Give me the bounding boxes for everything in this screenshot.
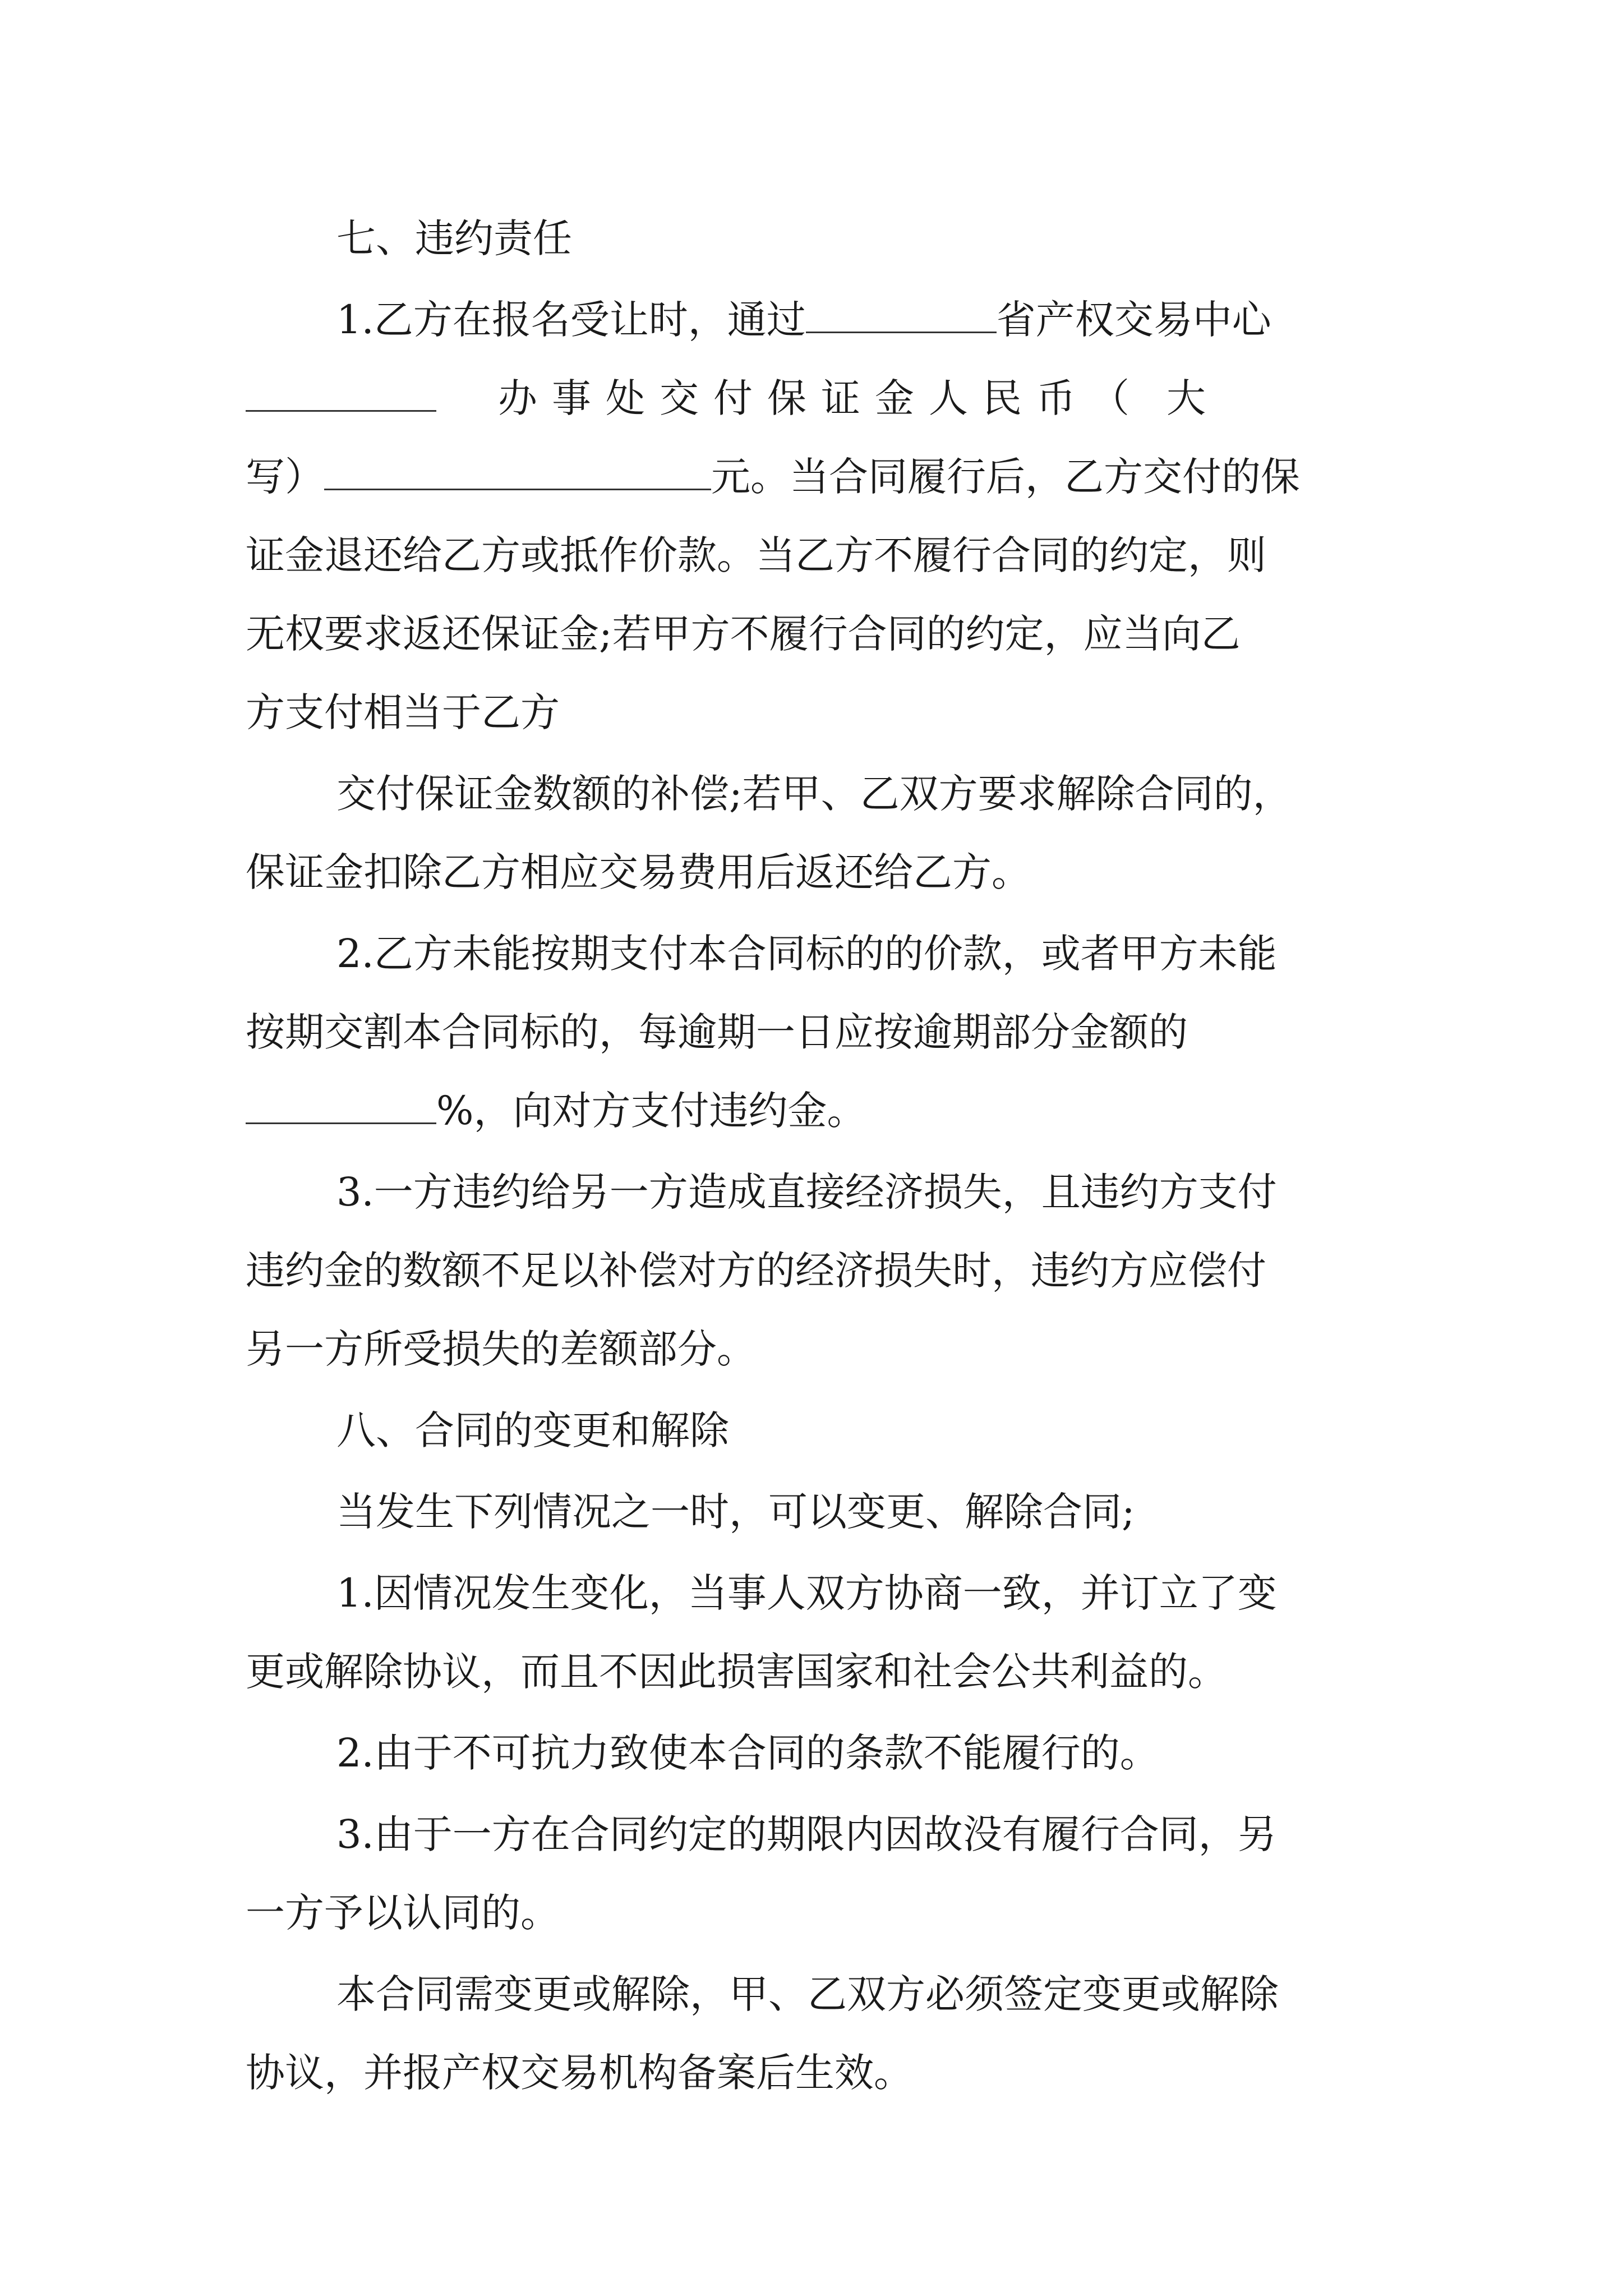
clause-1-line-3 — [0, 449, 1623, 505]
office-blank-field — [246, 375, 436, 412]
clause-2-line-2: 按期交割本合同标的，每逾期一日应按逾期部分金额的 — [246, 1009, 1188, 1055]
clause-1-text-f: 元。当合同履行后，乙方交付的保 — [711, 454, 1300, 500]
clause-1-text-b: 省产权交易中心 — [996, 297, 1271, 343]
section-heading-8: 八、合同的变更和解除 — [336, 1407, 729, 1453]
clause-1-text-e: 写） — [246, 454, 324, 500]
section-heading-7: 七、违约责任 — [336, 215, 572, 261]
clause-1b-line-2: 保证金扣除乙方相应交易费用后返还给乙方。 — [246, 849, 1031, 895]
clause-1b-line-1: 交付保证金数额的补偿;若甲、乙双方要求解除合同的， — [336, 771, 1292, 817]
clause-3-line-1: 3.一方违约给另一方造成直接经济损失，且违约方支付 — [336, 1169, 1277, 1215]
item-3-line-2: 一方予以认同的。 — [246, 1890, 560, 1936]
closing-line-1: 本合同需变更或解除，甲、乙双方必须签定变更或解除 — [336, 1971, 1279, 2017]
clause-1-line-5: 无权要求返还保证金;若甲方不履行合同的约定，应当向乙 — [246, 611, 1241, 657]
clause-3-line-3: 另一方所受损失的差额部分。 — [246, 1326, 756, 1372]
item-1-line-2: 更或解除协议，而且不因此损害国家和社会公共利益的。 — [246, 1649, 1227, 1695]
section-8-intro: 当发生下列情况之一时，可以变更、解除合同; — [336, 1489, 1135, 1535]
clause-1-line-4: 证金退还给乙方或抵作价款。当乙方不履行合同的约定，则 — [246, 532, 1266, 578]
clause-2-line-3 — [0, 1083, 1623, 1139]
province-blank-field — [806, 297, 997, 333]
item-2-line-1: 2.由于不可抗力致使本合同的条款不能履行的。 — [336, 1730, 1159, 1776]
clause-1-line-1 — [0, 292, 1623, 348]
clause-3-line-2: 违约金的数额不足以补偿对方的经济损失时，违约方应偿付 — [246, 1248, 1266, 1294]
percentage-blank-field — [246, 1088, 436, 1124]
closing-line-2: 协议，并报产权交易机构备案后生效。 — [246, 2050, 913, 2096]
amount-blank-field — [324, 454, 711, 490]
item-1-line-1: 1.因情况发生变化，当事人双方协商一致，并订立了变 — [336, 1570, 1277, 1616]
clause-1-line-6: 方支付相当于乙方 — [246, 689, 560, 735]
clause-1-text-c: 办事处交付保证金人民币（ — [498, 375, 1144, 421]
clause-1-text-d: 大 — [1166, 375, 1206, 421]
clause-1-line-2 — [0, 370, 1623, 426]
item-3-line-1: 3.由于一方在合同约定的期限内因故没有履行合同，另 — [336, 1811, 1277, 1857]
clause-2-line-1: 2.乙方未能按期支付本合同标的的价款，或者甲方未能 — [336, 931, 1277, 977]
clause-2-text-c: %，向对方支付违约金。 — [436, 1088, 866, 1134]
clause-1-text-a: 1.乙方在报名受让时，通过 — [336, 297, 806, 343]
